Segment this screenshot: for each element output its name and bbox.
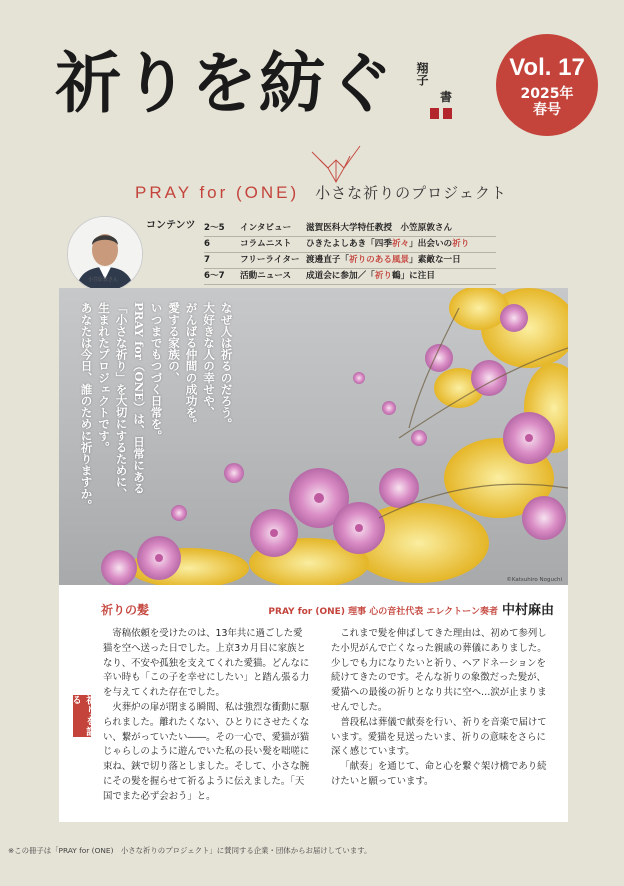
article-panel — [59, 585, 568, 822]
section-tab: 祈りを語る — [70, 695, 95, 737]
brand-logo: PRAY for (ONE) — [135, 183, 300, 202]
toc-row[interactable]: 7 フリーライター 渡邊直子「祈りのある風景」素敵な一日 — [204, 253, 496, 269]
volume-season: 春号 — [533, 102, 561, 119]
masthead-title: 祈りを紡ぐ — [55, 44, 395, 122]
author-name: 中村麻由 — [501, 603, 554, 618]
article-column-left: 寄稿依頼を受けたのは、13年共に過ごした愛猫を空へ送った日でした。上京3カ月目に家族となり、不安や孤独を支えてくれた愛猫。どんなに辛い時も「この子を幸せにしたい」と踏ん張る力を与えてくれた存在でした。 火葬炉の扉が閉まる瞬間、私は強烈な衝動に駆られました。離れたくない、ひとりにさせたくない、繋がっていたい――。その一心で、愛猫が猫じゃらしのように遊んでいた私の長い髪を咄嗟に束ね、鋏で切り落としました。そして、小さな腕にその髪を握らせて祈るように伝えました。「天国でまた必ず会おう」と。 — [103, 628, 310, 802]
hero-flower-image — [59, 288, 568, 585]
brand-tagline: 小さな祈りのプロジェクト — [315, 184, 507, 202]
contents-heading: コンテンツ — [146, 220, 196, 231]
author-role: PRAY for (ONE) 理事 心の音社代表 エレクトーン奏者 — [268, 607, 498, 617]
paper-crane-icon — [310, 138, 362, 184]
toc-row[interactable]: 2～5 インタビュー 滋賀医科大学特任教授 小笠原敦さん — [204, 221, 496, 237]
article-column-right: これまで髪を伸ばしてきた理由は、初めて参列した小児がんで亡くなった親戚の葬儀にありました。少しでも力になりたいと祈り、ヘアドネーションを続けてきたのです。そんな祈りの象徴だった髪が、愛猫への最後の祈りとなり共に空へ…涙が止まりませんでした。 普段私は葬儀で献奏を行い、祈りを音楽で届けています。愛猫を見送ったいま、祈りの意味をさらに深く感じています。 「献奏」を通じて、命と心を繋ぐ架け橋であり続けたいと願っています。 — [331, 628, 547, 787]
photo-credit: ©Katsuhiro Noguchi — [506, 577, 562, 583]
portrait-caption: 小笠原敦さん — [88, 277, 119, 283]
hero-poem: なぜ人は祈るのだろう。 大好きな人の幸せや、 がんばる仲間の成功を。 愛する家族の、 いつまでもつづく日常を。 PRAY for（ONE）は、日常にある 「小さな祈り」を大切にするために、 生まれたプロジェクトです。 あなたは今日、誰のために祈りますか。 — [79, 302, 234, 511]
volume-badge — [496, 34, 598, 136]
brand-row — [135, 182, 507, 203]
volume-number: Vol. 17 — [509, 54, 585, 81]
calligrapher-suffix: 書 — [440, 90, 453, 104]
seal-stamps — [430, 108, 452, 119]
article-byline — [268, 599, 554, 618]
table-of-contents — [204, 221, 496, 285]
calligrapher-signature: 翔子 — [415, 62, 429, 86]
toc-row[interactable]: 6～7 活動ニュース 成道会に参加／「祈り鶴」に注目 — [204, 269, 496, 285]
article-title: 祈りの髪 — [101, 603, 150, 617]
volume-year: 2025年 — [520, 86, 574, 102]
toc-row[interactable]: 6 コラムニスト ひきたよしあき「四季祈々」出会いの祈り — [204, 237, 496, 253]
footnote: ※この冊子は「PRAY for (ONE) 小さな祈りのプロジェクト」に賛同する企業・団体からお届けしています。 — [8, 846, 372, 855]
